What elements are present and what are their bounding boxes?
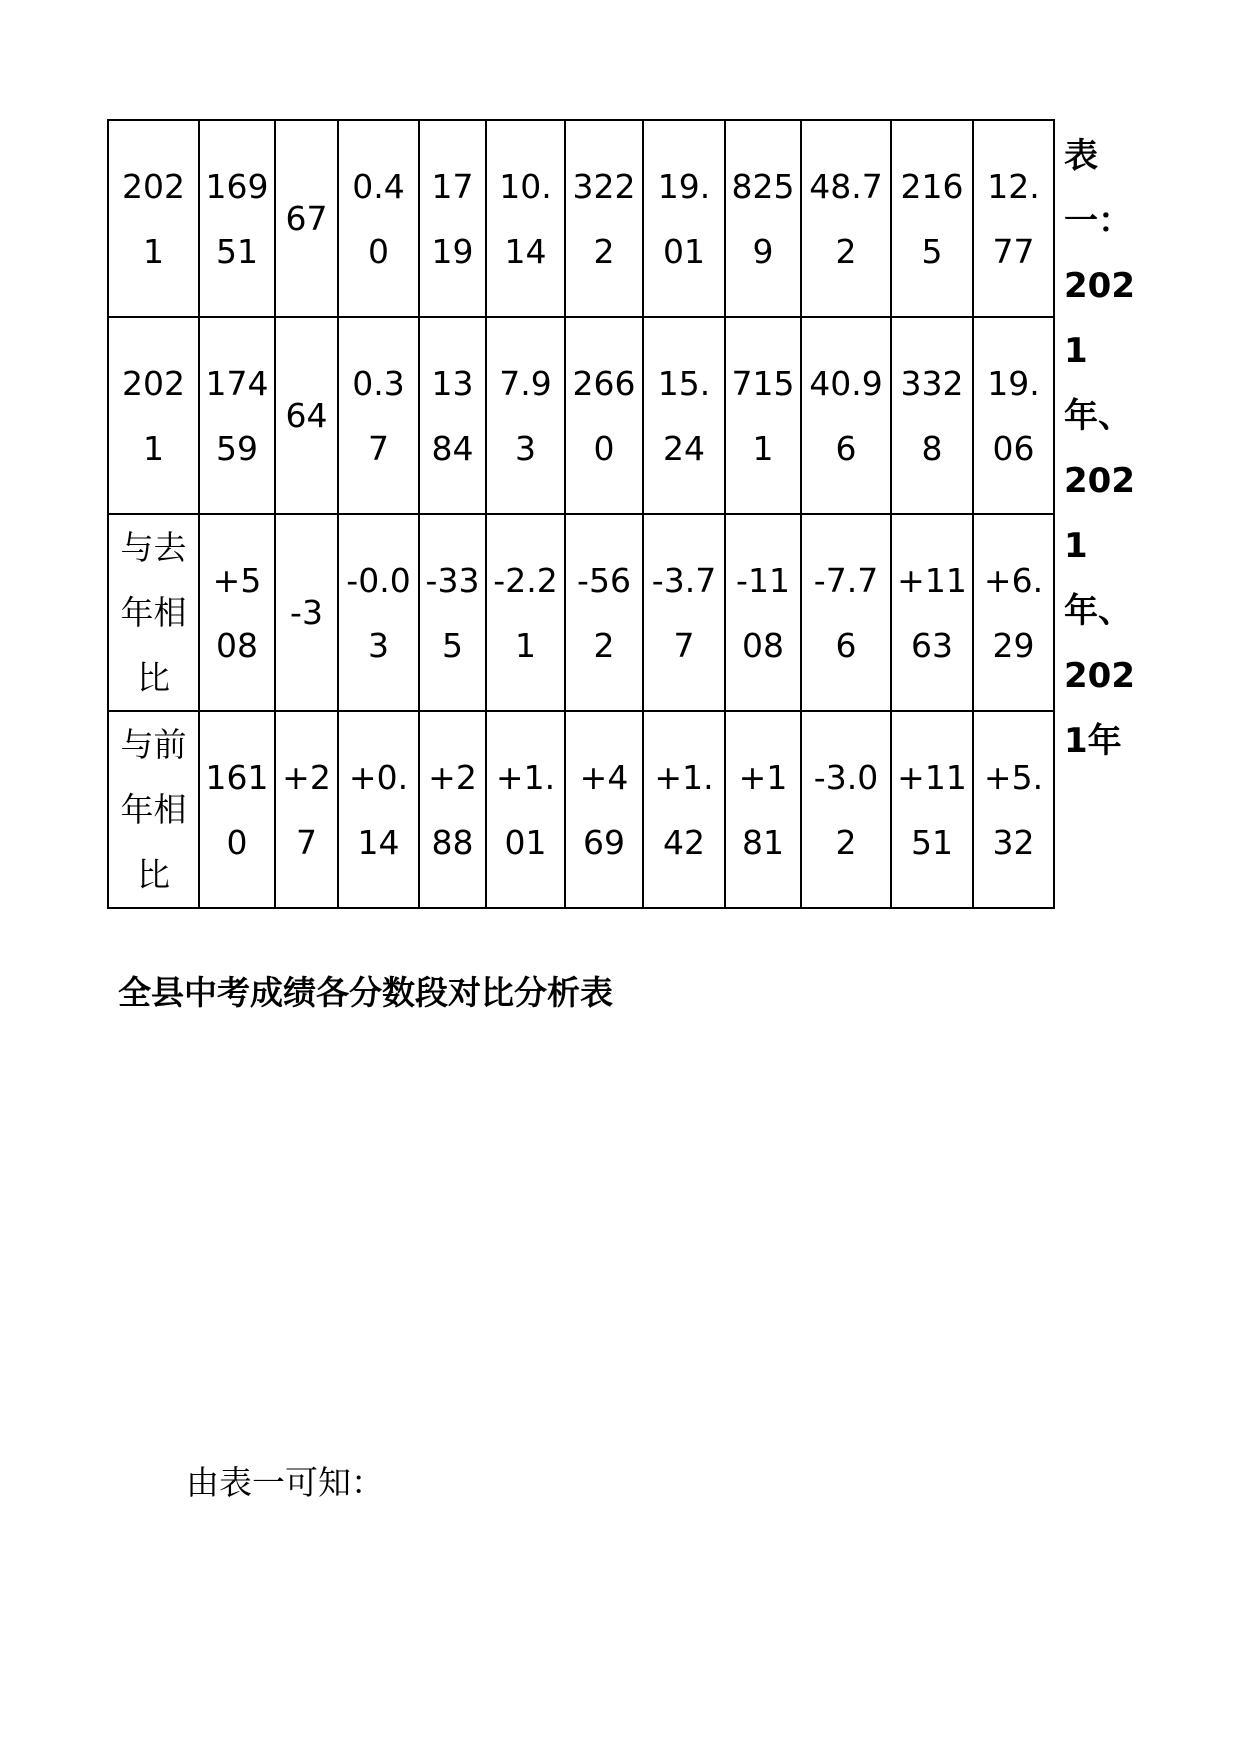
table-title: 全县中考成绩各分数段对比分析表 <box>118 973 613 1012</box>
row-label-cell <box>108 120 199 317</box>
cell-value: 67 <box>285 199 328 238</box>
cell-value: 1610 <box>205 757 269 862</box>
cell-value: 19.06 <box>987 363 1040 468</box>
table-cell <box>973 514 1054 711</box>
cell-value: 17459 <box>205 363 269 468</box>
cell-value: -3.77 <box>651 560 717 665</box>
cell-value: -7.76 <box>813 560 879 665</box>
table-cell <box>643 514 725 711</box>
table-cell <box>891 514 973 711</box>
cell-value: 8259 <box>731 166 795 271</box>
table-cell <box>643 120 725 317</box>
table-cell <box>338 711 419 908</box>
cell-value: +27 <box>282 757 331 862</box>
table-cell <box>891 120 973 317</box>
cell-value: +181 <box>738 757 788 862</box>
cell-value: -3 <box>290 593 323 632</box>
body-paragraph: 由表一可知： <box>186 1463 384 1502</box>
cell-value: 3328 <box>900 363 964 468</box>
table-cell <box>275 711 338 908</box>
cell-value: +1163 <box>897 560 967 665</box>
table-cell <box>486 514 565 711</box>
table-cell <box>419 514 486 711</box>
cell-value: 3222 <box>572 166 636 271</box>
cell-value: 10.14 <box>499 166 552 271</box>
table-cell <box>725 711 801 908</box>
cell-value: +508 <box>212 560 262 665</box>
table-cell <box>565 514 643 711</box>
row-label: 2021 <box>122 166 185 271</box>
cell-value: 12.77 <box>987 166 1040 271</box>
table-caption: 表一：2021年、2021年、2021年 <box>1064 136 1135 761</box>
cell-value: 40.96 <box>809 363 883 468</box>
cell-value: -562 <box>577 560 631 665</box>
cell-value: 16951 <box>205 166 269 271</box>
cell-value: 7.93 <box>499 363 552 468</box>
table-cell <box>338 514 419 711</box>
table-cell <box>275 514 338 711</box>
cell-value: +5.32 <box>983 757 1044 862</box>
table-cell <box>891 711 973 908</box>
table-cell <box>486 711 565 908</box>
table-cell <box>973 120 1054 317</box>
cell-value: 48.72 <box>809 166 883 271</box>
row-label: 与去年相比 <box>120 528 187 697</box>
table-cell <box>419 711 486 908</box>
cell-value: 0.37 <box>352 363 405 468</box>
table-cell <box>643 711 725 908</box>
cell-value: +1151 <box>897 757 967 862</box>
table-cell <box>199 711 275 908</box>
table-cell <box>486 120 565 317</box>
score-comparison-table <box>107 119 1055 909</box>
table-cell <box>199 317 275 514</box>
table-cell <box>725 317 801 514</box>
table-cell <box>973 317 1054 514</box>
table-body <box>108 120 1054 908</box>
table-cell <box>338 120 419 317</box>
row-label-cell <box>108 514 199 711</box>
table-cell <box>199 514 275 711</box>
cell-value: +0.14 <box>348 757 409 862</box>
table-row <box>108 317 1054 514</box>
table-row <box>108 120 1054 317</box>
table-cell <box>643 317 725 514</box>
cell-value: +1.01 <box>495 757 556 862</box>
cell-value: 1384 <box>431 363 474 468</box>
table-cell <box>275 120 338 317</box>
cell-value: +6.29 <box>983 560 1044 665</box>
table-cell <box>565 711 643 908</box>
table-cell <box>275 317 338 514</box>
table-cell <box>565 120 643 317</box>
table-cell <box>891 317 973 514</box>
table-cell <box>973 711 1054 908</box>
row-label: 与前年相比 <box>120 725 187 894</box>
table-cell <box>199 120 275 317</box>
table-cell <box>419 317 486 514</box>
table-row <box>108 711 1054 908</box>
row-label-cell <box>108 711 199 908</box>
cell-value: -335 <box>425 560 480 665</box>
table-cell <box>725 120 801 317</box>
table-cell <box>801 120 891 317</box>
cell-value: -3.02 <box>813 757 879 862</box>
table-cell <box>725 514 801 711</box>
cell-value: 7151 <box>731 363 795 468</box>
cell-value: +288 <box>428 757 477 862</box>
cell-value: 2660 <box>572 363 636 468</box>
cell-value: -0.03 <box>346 560 411 665</box>
cell-value: 64 <box>285 396 328 435</box>
cell-value: -2.21 <box>493 560 558 665</box>
table-cell <box>801 711 891 908</box>
table-cell <box>486 317 565 514</box>
table-cell <box>801 514 891 711</box>
cell-value: 0.40 <box>352 166 405 271</box>
cell-value: +1.42 <box>654 757 714 862</box>
cell-value: 15.24 <box>657 363 711 468</box>
cell-value: -1108 <box>736 560 790 665</box>
table-cell <box>338 317 419 514</box>
row-label-cell <box>108 317 199 514</box>
cell-value: 1719 <box>431 166 474 271</box>
table-cell <box>801 317 891 514</box>
cell-value: 19.01 <box>657 166 711 271</box>
cell-value: +469 <box>579 757 629 862</box>
table-cell <box>565 317 643 514</box>
table-row <box>108 514 1054 711</box>
cell-value: 2165 <box>900 166 964 271</box>
table-cell <box>419 120 486 317</box>
row-label: 2021 <box>122 363 185 468</box>
